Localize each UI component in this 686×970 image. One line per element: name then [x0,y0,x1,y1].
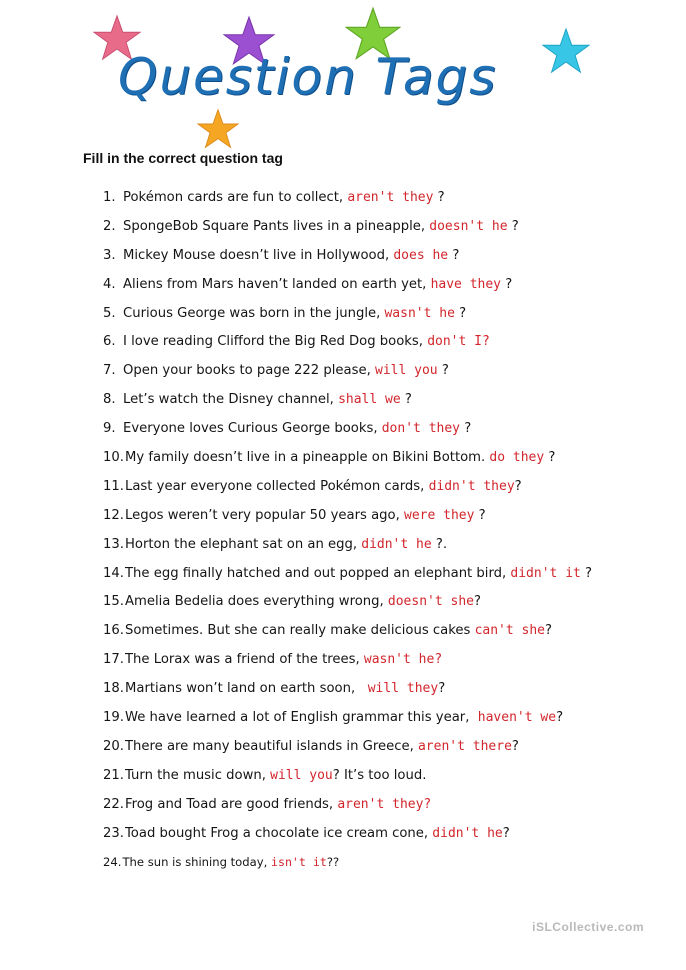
question-tag: don't I? [427,334,490,350]
list-item [103,563,663,592]
item-ending: ? [474,594,481,610]
question-tag: aren't there [417,738,512,754]
list-item [103,187,663,216]
item-sentence: My family doesn’t live in a pineapple on Bikini Bottom. [124,450,490,466]
item-sentence: Everyone loves Curious George books, [123,421,382,437]
list-item [103,476,663,505]
question-tag: does he [393,247,449,263]
list-item [103,389,663,418]
question-tag: will you [375,363,438,379]
item-number: 20. [103,738,124,754]
question-tag: didn't it [510,565,581,581]
list-item [103,620,663,649]
item-sentence: The sun is shining today, [122,855,271,870]
item-ending: ? [544,450,556,466]
question-tag: will you [270,767,333,783]
question-tag: aren't they [347,190,434,205]
item-ending: ? [514,478,522,494]
question-tag: didn't he [361,536,432,552]
question-tag: can't she [474,623,546,639]
item-number: 3. [103,247,116,263]
item-number: 13. [103,536,124,552]
item-number: 12. [103,507,124,523]
item-ending: ? [545,623,553,639]
item-number: 23. [103,825,124,841]
item-ending: ? [580,565,593,581]
item-sentence: Aliens from Mars haven’t landed on earth yet, [123,276,431,292]
item-ending: ? [437,363,449,379]
cyan-star-icon [542,27,590,75]
item-ending: ? [433,190,445,205]
item-ending: ? [454,305,467,321]
list-item [103,736,663,765]
item-number: 21. [103,767,124,783]
item-sentence: Pokémon cards are fun to collect, [123,190,348,205]
item-sentence: Let’s watch the Disney channel, [123,392,339,408]
item-number: 16. [103,623,124,639]
item-number: 22. [103,796,124,812]
item-sentence: Turn the music down, [124,767,271,783]
item-sentence: The egg finally hatched and out popped an elephant bird, [124,565,511,581]
item-number: 5. [103,305,116,321]
question-tag: isn't it [270,855,327,870]
item-number: 4. [103,276,116,292]
question-tag: wasn't he? [363,652,443,668]
item-ending: ? [556,710,564,726]
orange-star-icon [197,108,239,150]
question-tag: aren't they? [337,796,432,812]
item-number: 8. [103,392,116,408]
item-sentence: Mickey Mouse doesn’t live in Hollywood, [123,247,394,263]
list-item [103,216,663,245]
list-item [103,274,663,303]
question-tag: haven't we [477,710,557,726]
item-number: 6. [103,334,116,350]
item-sentence: Last year everyone collected Pokémon cards, [124,478,429,494]
item-number: 24. [103,855,122,870]
item-number: 1. [103,190,116,205]
list-item [103,851,663,880]
item-ending: ? [474,507,486,523]
question-list [103,187,663,880]
item-ending: ? [400,392,412,408]
item-number: 19. [103,710,124,726]
item-sentence: Open your books to page 222 please, [123,363,375,379]
item-sentence: Horton the elephant sat on an egg, [124,536,362,552]
list-item [103,447,663,476]
question-tag: will they [367,681,439,697]
list-item [103,360,663,389]
list-item [103,303,663,332]
page-title: Question Tags [118,48,498,106]
list-item [103,823,663,852]
item-sentence: Curious George was born in the jungle, [123,305,385,321]
item-number: 18. [103,681,124,697]
item-ending: ? [511,738,519,754]
list-item [103,534,663,563]
list-item [103,649,663,678]
question-tag: were they [404,507,475,523]
item-ending: ? [507,218,519,234]
item-ending: ? [438,681,446,697]
list-item [103,331,663,360]
question-tag: wasn't he [384,305,455,321]
question-tag: didn't he [432,825,503,841]
question-tag: do they [489,450,545,466]
list-item [103,678,663,707]
question-tag: have they [430,276,502,292]
question-tag: didn't they [428,478,515,494]
item-sentence: There are many beautiful islands in Greece, [124,738,418,754]
item-number: 2. [103,218,116,234]
item-sentence: Toad bought Frog a chocolate ice cream cone, [124,825,433,841]
item-ending: ?? [326,855,340,870]
list-item [103,245,663,274]
item-number: 7. [103,363,116,379]
question-tag: doesn't he [429,218,508,234]
item-sentence: SpongeBob Square Pants lives in a pineapple, [123,218,430,234]
item-number: 15. [103,594,124,610]
item-sentence: I love reading Clifford the Big Red Dog books, [123,334,428,350]
item-sentence: Martians won’t land on earth soon, [124,681,368,697]
item-sentence: Sometimes. But she can really make delicious cakes [124,623,475,639]
item-number: 14. [103,565,124,581]
list-item [103,794,663,823]
item-sentence: The Lorax was a friend of the trees, [124,652,364,668]
item-ending: ? [460,421,472,437]
item-sentence: Frog and Toad are good friends, [124,796,338,812]
list-item [103,591,663,620]
item-ending: ?. [431,536,448,552]
item-sentence: Amelia Bedelia does everything wrong, [124,594,388,610]
item-ending: ? [448,247,460,263]
watermark: iSLCollective.com [532,920,644,934]
item-sentence: We have learned a lot of English grammar this year, [124,710,478,726]
question-tag: don't they [381,421,461,437]
item-number: 9. [103,421,116,437]
list-item [103,505,663,534]
list-item [103,707,663,736]
instruction-heading: Fill in the correct question tag [83,150,283,166]
list-item [103,765,663,794]
list-item [103,418,663,447]
question-tag: shall we [338,392,401,408]
item-ending: ? [501,276,513,292]
question-tag: doesn't she [387,594,474,610]
item-number: 17. [103,652,124,668]
item-ending: ? It’s too loud. [332,767,427,783]
item-ending: ? [502,825,510,841]
item-number: 11. [103,478,124,494]
item-sentence: Legos weren’t very popular 50 years ago, [124,507,404,523]
item-number: 10. [103,450,124,466]
